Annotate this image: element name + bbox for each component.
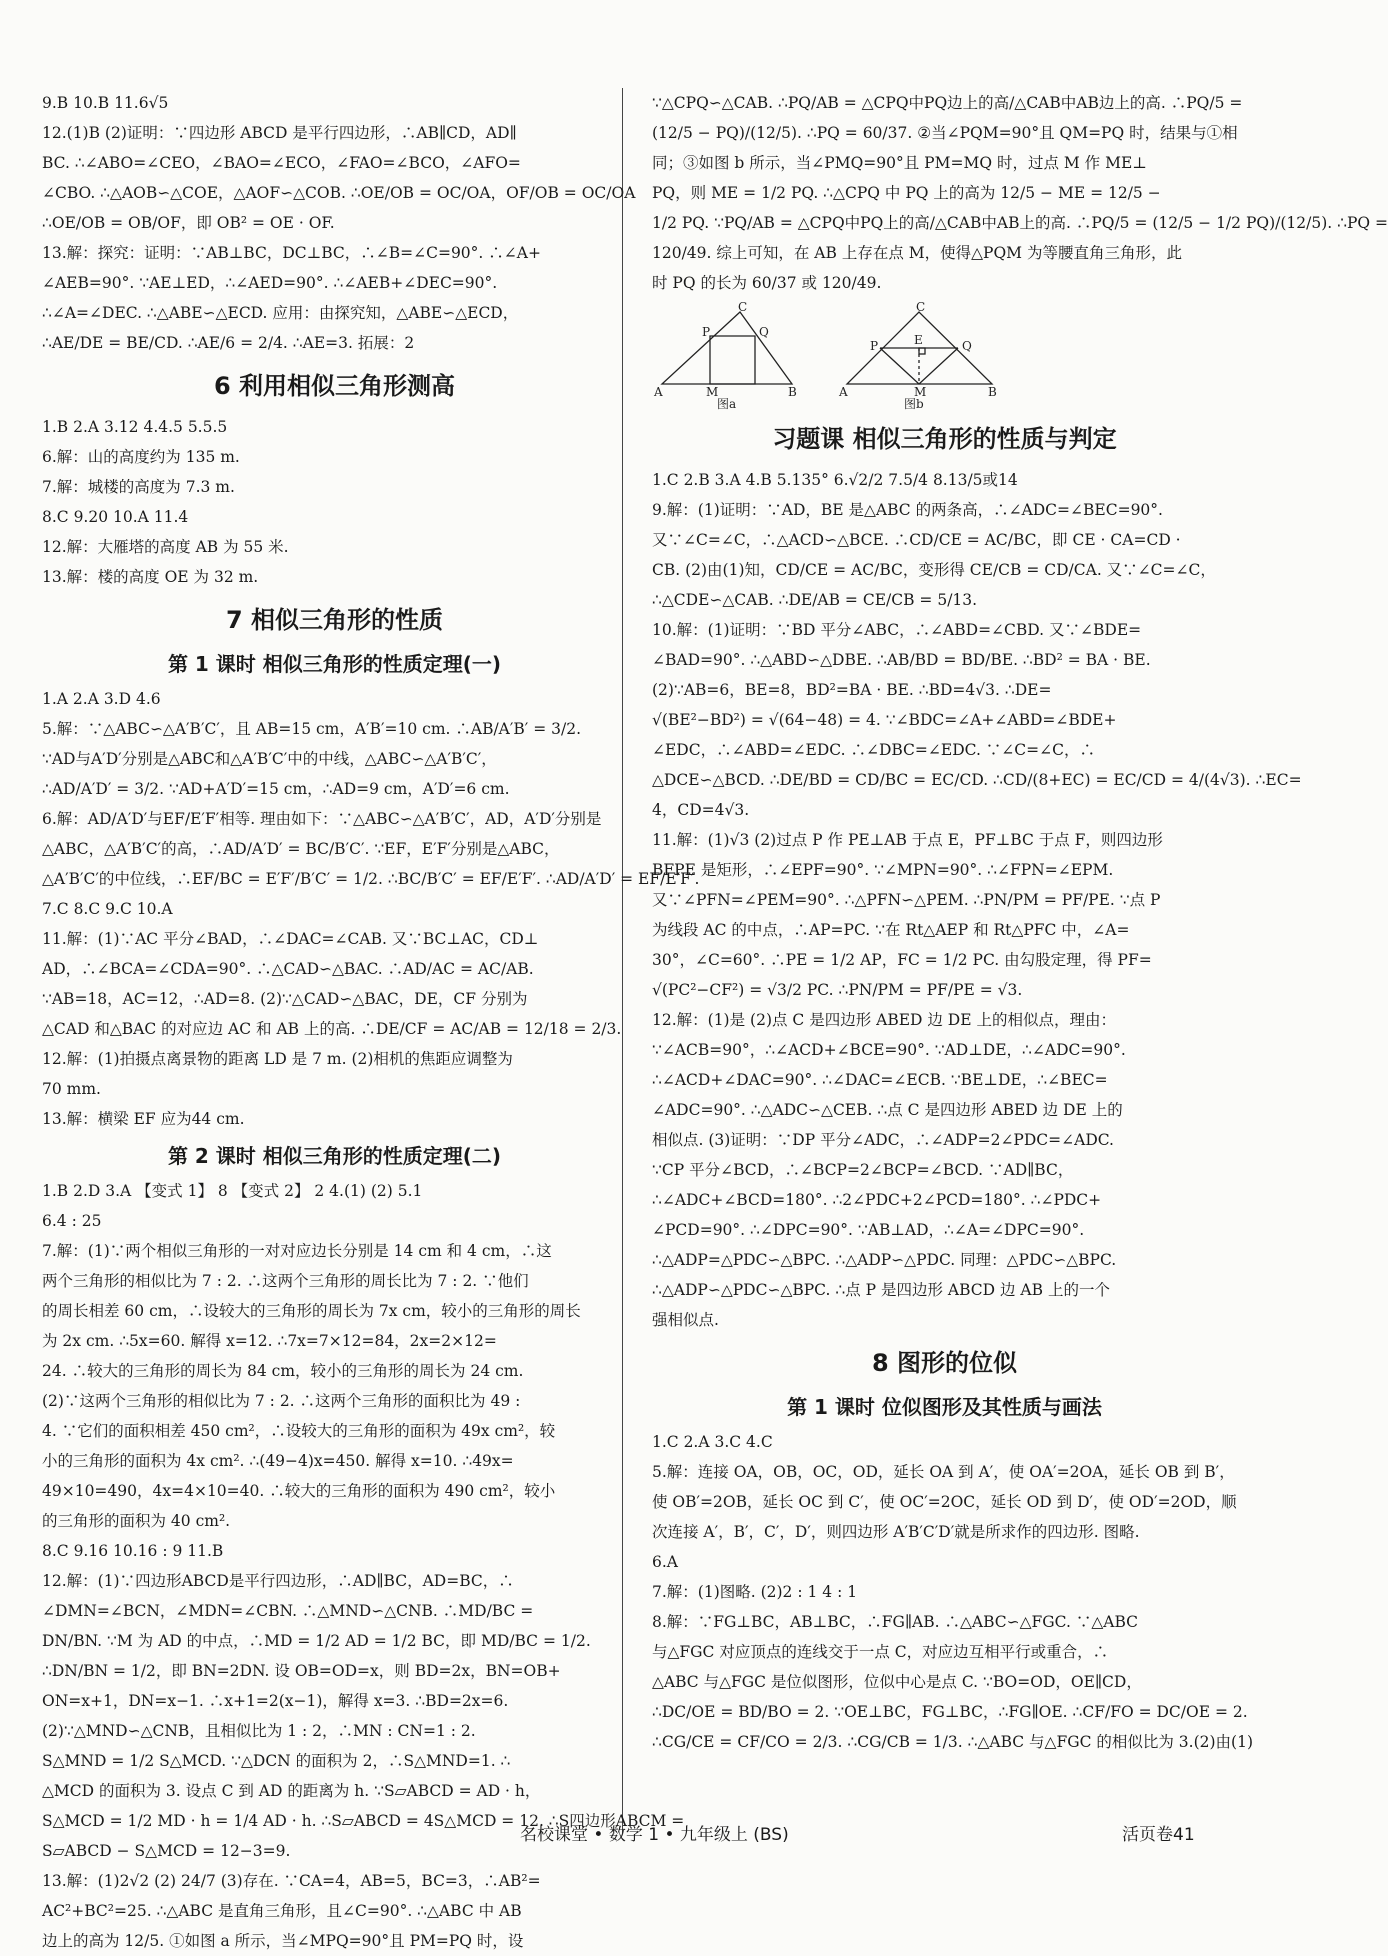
answer-line: ∵△CPQ∽△CAB. ∴PQ/AB = △CPQ中PQ边上的高/△CAB中AB边上的高. ∴PQ/5 =	[652, 94, 1243, 112]
answer-line: ∴∠A=∠DEC. ∴△ABE∽△ECD. 应用：由探究知，△ABE∽△ECD，	[42, 304, 519, 322]
right-answers-top	[652, 88, 1388, 298]
answer-line: 的周长相差 60 cm，∴设较大的三角形的周长为 7x cm，较小的三角形的周长	[42, 1302, 581, 1320]
section-6-title: 6 利用相似三角形测高	[213, 372, 456, 400]
answer-line: 强相似点.	[652, 1311, 719, 1329]
answer-line: 12.解：(1)∵四边形ABCD是平行四边形，∴AD∥BC，AD=BC，∴	[42, 1572, 514, 1590]
answer-line: ∴∠ACD+∠DAC=90°. ∴∠DAC=∠ECB. ∵BE⊥DE，∴∠BEC=	[652, 1071, 1108, 1089]
answer-line: 70 mm.	[42, 1080, 101, 1098]
section-8-title: 8 图形的位似	[871, 1349, 1018, 1377]
answer-line: ∵∠ACB=90°，∴∠ACD+∠BCE=90°. ∵AD⊥DE，∴∠ADC=90°.	[652, 1041, 1126, 1059]
answer-line: 又∵∠PFN=∠PEM=90°. ∴△PFN∽△PEM. ∴PN/PM = PF/PE. ∵点 P	[652, 891, 1161, 909]
answer-line: 9.解：(1)证明：∵AD，BE 是△ABC 的两条高，∴∠ADC=∠BEC=90°.	[652, 501, 1163, 519]
fig-a-square	[710, 336, 755, 384]
pt-b-P: P	[870, 339, 879, 353]
answer-line: 8.C 9.16 10.16 : 9 11.B	[42, 1542, 224, 1560]
answer-line: 12.解：(1)是 (2)点 C 是四边形 ABED 边 DE 上的相似点，理由：	[652, 1011, 1116, 1029]
left-answers-top	[42, 88, 636, 358]
answer-line: 次连接 A′，B′，C′，D′，则四边形 A′B′C′D′就是所求作的四边形. 图略.	[652, 1523, 1140, 1541]
answer-line: AD，∴∠BCA=∠CDA=90°. ∴△CAD∽△BAC. ∴AD/AC = AC/AB.	[42, 960, 534, 978]
answer-line: (2)∵AB=6，BE=8，BD²=BA · BE. ∴BD=4√3. ∴DE=	[652, 681, 1052, 699]
answer-line: 12.(1)B (2)证明：∵四边形 ABCD 是平行四边形，∴AB∥CD，AD∥	[42, 124, 517, 142]
footer-page-number: 活页卷41	[1122, 1825, 1195, 1845]
pt-b-C: C	[916, 300, 926, 314]
answer-line: 4. ∵它们的面积相差 450 cm²，∴设较大的三角形的面积为 49x cm²，较	[42, 1422, 556, 1440]
figure-a-b-svg	[652, 300, 1237, 411]
answer-line: ∠DMN=∠BCN，∠MDN=∠CBN. ∴△MND∽△CNB. ∴MD/BC =	[42, 1602, 534, 1620]
answer-line: 8.解：∵FG⊥BC，AB⊥BC，∴FG∥AB. ∴△ABC∽△FGC. ∵△ABC	[652, 1613, 1138, 1631]
answer-line: 相似点. (3)证明：∵DP 平分∠ADC，∴∠ADP=2∠PDC=∠ADC.	[652, 1131, 1114, 1149]
answer-line: 为线段 AC 的中点，∴AP=PC. ∵在 Rt△AEP 和 Rt△PFC 中，∠A=	[652, 921, 1130, 939]
answer-line: 11.解：(1)∵AC 平分∠BAD，∴∠DAC=∠CAB. 又∵BC⊥AC，CD⊥	[42, 930, 539, 948]
answer-line: 13.解：横梁 EF 应为44 cm.	[42, 1110, 245, 1128]
answer-line: 49×10=490，4x=4×10=40. ∴较大的三角形的面积为 490 cm²，较小	[42, 1482, 556, 1500]
footer-book-info: 名校课堂 • 数学 1 • 九年级上 (BS)	[520, 1825, 789, 1845]
answer-line: 10.解：(1)证明：∵BD 平分∠ABC，∴∠ABD=∠CBD. 又∵∠BDE=	[652, 621, 1142, 639]
pt-a-A: A	[654, 385, 663, 399]
answer-line: 9.B 10.B 11.6√5	[42, 94, 169, 112]
answer-line: PQ，则 ME = 1/2 PQ. ∴△CPQ 中 PQ 上的高为 12/5 − ME = 12/5 −	[652, 184, 1161, 202]
exercise-section-title: 习题课 相似三角形的性质与判定	[772, 425, 1117, 453]
answer-line: 的三角形的面积为 40 cm².	[42, 1512, 231, 1530]
section-7-lesson-2-title: 第 2 课时 相似三角形的性质定理(二)	[167, 1144, 502, 1168]
answer-line: 5.解：连接 OA，OB，OC，OD，延长 OA 到 A′，使 OA′=2OA，延长 OB 到 B′，	[652, 1463, 1235, 1481]
answer-line: 6.A	[652, 1553, 678, 1571]
answer-line: 7.解：(1)∵两个相似三角形的一对对应边长分别是 14 cm 和 4 cm，∴这	[42, 1242, 552, 1260]
answer-line: BC. ∴∠ABO=∠CEO，∠BAO=∠ECO，∠FAO=∠BCO，∠AFO=	[42, 154, 521, 172]
pt-b-E: E	[914, 333, 923, 347]
answer-line: 5.解：∵△ABC∽△A′B′C′，且 AB=15 cm，A′B′=10 cm. ∴AB/A′B′ = 3/2.	[42, 720, 582, 738]
answer-line: ∴DC/OE = BD/BO = 2. ∵OE⊥BC，FG⊥BC，∴FG∥OE. ∴CF/FO = DC/OE = 2.	[652, 1703, 1248, 1721]
pt-a-C: C	[738, 300, 748, 314]
pt-a-M: M	[706, 385, 719, 399]
answer-line: △DCE∽△BCD. ∴DE/BD = CD/BC = EC/CD. ∴CD/(8+EC) = EC/CD = 4/(4√3). ∴EC=	[652, 771, 1302, 789]
answer-line: CB. (2)由(1)知，CD/CE = AC/BC，变形得 CE/CB = CD/CA. 又∵∠C=∠C，	[652, 561, 1216, 579]
pt-b-M: M	[914, 385, 927, 399]
answer-line: (2)∵△MND∽△CNB，且相似比为 1 : 2，∴MN : CN=1 : 2.	[42, 1722, 476, 1740]
answer-line: 边上的高为 12/5. ①如图 a 所示，当∠MPQ=90°且 PM=PQ 时，设	[42, 1932, 524, 1950]
answer-line: ∠AEB=90°. ∵AE⊥ED，∴∠AED=90°. ∴∠AEB+∠DEC=90°.	[42, 274, 498, 292]
answer-line: △CAD 和△BAC 的对应边 AC 和 AB 上的高. ∴DE/CF = AC/AB = 12/18 = 2/3.	[42, 1020, 622, 1038]
answer-line: 1.B 2.A 3.12 4.4.5 5.5.5	[42, 418, 228, 436]
fig-b-caption: 图b	[904, 397, 924, 411]
exercise-section-answers	[652, 465, 1302, 1335]
answer-line: 13.解：探究：证明：∵AB⊥BC，DC⊥BC，∴∠B=∠C=90°. ∴∠A+	[42, 244, 541, 262]
answer-line: (12/5 − PQ)/(12/5). ∴PQ = 60/37. ②当∠PQM=90°且 QM=PQ 时，结果与①相	[652, 124, 1238, 142]
answer-line: BFPE 是矩形，∴∠EPF=90°. ∵∠MPN=90°. ∴∠FPN=∠EPM.	[652, 861, 1114, 879]
answer-line: 120/49. 综上可知，在 AB 上存在点 M，使得△PQM 为等腰直角三角形，此	[652, 244, 1182, 262]
section-8-lesson-1-title: 第 1 课时 位似图形及其性质与画法	[787, 1395, 1102, 1419]
answer-line: ∠CBO. ∴△AOB∽△COE，△AOF∽△COB. ∴OE/OB = OC/OA，OF/OB = OC/OA	[42, 184, 636, 202]
answer-line: ∴△ADP∽△PDC∽△BPC. ∴点 P 是四边形 ABCD 边 AB 上的一个	[652, 1281, 1110, 1299]
fig-b-right-mark	[919, 348, 925, 354]
answer-line: ∴DN/BN = 1/2，即 BN=2DN. 设 OB=OD=x，则 BD=2x，BN=OB+	[42, 1662, 561, 1680]
answer-line: ∠BAD=90°. ∴△ABD∽△DBE. ∴AB/BD = BD/BE. ∴BD² = BA · BE.	[652, 651, 1151, 669]
pt-b-A: A	[839, 385, 848, 399]
section-7-title: 7 相似三角形的性质	[225, 606, 444, 634]
answer-line: △ABC 与△FGC 是位似图形，位似中心是点 C. ∵BO=OD，OE∥CD，	[652, 1673, 1142, 1691]
answer-line: △MCD 的面积为 3. 设点 C 到 AD 的距离为 h. ∵S▱ABCD = AD · h，	[42, 1782, 541, 1800]
answer-line: 小的三角形的面积为 4x cm². ∴(49−4)x=450. 解得 x=10. ∴49x=	[42, 1452, 514, 1470]
answer-line: 同；③如图 b 所示，当∠PMQ=90°且 PM=MQ 时，过点 M 作 ME⊥	[652, 154, 1147, 172]
answer-line: ∴△CDE∽△CAB. ∴DE/AB = CE/CB = 5/13.	[652, 591, 978, 609]
right-column	[652, 88, 1388, 1757]
page-footer	[0, 1820, 1250, 1846]
answer-line: ∴∠ADC+∠BCD=180°. ∴2∠PDC+2∠PCD=180°. ∴∠PDC+	[652, 1191, 1102, 1209]
answer-line: 1.B 2.D 3.A 【变式 1】 8 【变式 2】 2 4.(1) (2) 5.1	[42, 1182, 423, 1200]
answer-line: 7.解：城楼的高度为 7.3 m.	[42, 478, 235, 496]
answer-line: DN/BN. ∵M 为 AD 的中点，∴MD = 1/2 AD = 1/2 BC，即 MD/BC = 1/2.	[42, 1632, 591, 1650]
pt-b-B: B	[988, 385, 997, 399]
section-6-answers	[42, 412, 627, 592]
pt-a-Q: Q	[759, 325, 769, 339]
answer-line: (2)∵这两个三角形的相似比为 7 : 2. ∴这两个三角形的面积比为 49 :	[42, 1392, 521, 1410]
pt-a-P: P	[702, 325, 711, 339]
answer-line: 又∵∠C=∠C，∴△ACD∽△BCE. ∴CD/CE = AC/BC，即 CE · CA=CD ·	[652, 531, 1181, 549]
answer-line: 1/2 PQ. ∵PQ/AB = △CPQ中PQ上的高/△CAB中AB上的高. ∴PQ/5 = (12/5 − 1/2 PQ)/(12/5). ∴PQ =	[652, 214, 1388, 232]
section-8-lesson-1-answers	[652, 1427, 1254, 1757]
answer-line: 使 OB′=2OB，延长 OC 到 C′，使 OC′=2OC，延长 OD 到 D′，使 OD′=2OD，顺	[652, 1493, 1237, 1511]
answer-line: 4，CD=4√3.	[652, 801, 750, 819]
fig-a-caption: 图a	[717, 397, 737, 411]
answer-line: ∵CP 平分∠BCD，∴∠BCP=2∠BCP=∠BCD. ∵AD∥BC，	[652, 1161, 1074, 1179]
answer-line: 1.C 2.B 3.A 4.B 5.135° 6.√2/2 7.5/4 8.13/5或14	[652, 471, 1018, 489]
answer-line: △ABC，△A′B′C′的高，∴AD/A′D′ = BC/B′C′. ∵EF，E′F′分别是△ABC，	[42, 840, 560, 858]
fig-a-triangle	[662, 312, 792, 384]
answer-line: ∠EDC，∴∠ABD=∠EDC. ∴∠DBC=∠EDC. ∵∠C=∠C，∴	[652, 741, 1095, 759]
answer-line: 6.4 : 25	[42, 1212, 102, 1230]
answer-line: ∠ADC=90°. ∴△ADC∽△CEB. ∴点 C 是四边形 ABED 边 DE 上的	[652, 1101, 1123, 1119]
answer-line: 8.C 9.20 10.A 11.4	[42, 508, 189, 526]
answer-line: 1.A 2.A 3.D 4.6	[42, 690, 161, 708]
answer-line: △A′B′C′的中位线，∴EF/BC = E′F′/B′C′ = 1/2. ∴BC/B′C′ = EF/E′F′. ∴AD/A′D′ = EF/E′F′.	[42, 870, 700, 888]
answer-line: 12.解：(1)拍摄点离景物的距离 LD 是 7 m. (2)相机的焦距应调整为	[42, 1050, 513, 1068]
answer-line: 24. ∴较大的三角形的周长为 84 cm，较小的三角形的周长为 24 cm.	[42, 1362, 524, 1380]
answer-line: ON=x+1，DN=x−1. ∴x+1=2(x−1)，解得 x=3. ∴BD=2x=6.	[42, 1692, 509, 1710]
answer-line: S△MND = 1/2 S△MCD. ∵△DCN 的面积为 2，∴S△MND=1. ∴	[42, 1752, 511, 1770]
answer-line: ∠PCD=90°. ∴∠DPC=90°. ∵AB⊥AD，∴∠A=∠DPC=90°.	[652, 1221, 1085, 1239]
answer-line: 30°，∠C=60°. ∴PE = 1/2 AP，FC = 1/2 PC. 由勾股定理，得 PF=	[652, 951, 1152, 969]
section-7-lesson-1-answers	[42, 684, 700, 1134]
answer-line: S△MCD = 1/2 MD · h = 1/4 AD · h. ∴S▱ABCD = 4S△MCD = 12. ∴S四边形ABCM =	[42, 1812, 685, 1830]
triangle-figures	[652, 300, 1237, 411]
answer-line: √(BE²−BD²) = √(64−48) = 4. ∵∠BDC=∠A+∠ABD=∠BDE+	[652, 711, 1117, 729]
answer-line: ∴△ADP=△PDC∽△BPC. ∴△ADP∽△PDC. 同理：△PDC∽△BPC.	[652, 1251, 1117, 1269]
answer-line: ∵AD与A′D′分别是△ABC和△A′B′C′中的中线，△ABC∽△A′B′C′，	[42, 750, 497, 768]
answer-line: AC²+BC²=25. ∴△ABC 是直角三角形，且∠C=90°. ∴△ABC 中 AB	[42, 1902, 522, 1920]
answer-line: 12.解：大雁塔的高度 AB 为 55 米.	[42, 538, 289, 556]
answer-line: 1.C 2.A 3.C 4.C	[652, 1433, 773, 1451]
pt-a-B: B	[788, 385, 797, 399]
answer-line: √(PC²−CF²) = √3/2 PC. ∴PN/PM = PF/PE = √3.	[652, 981, 1023, 999]
section-7-lesson-1-title: 第 1 课时 相似三角形的性质定理(一)	[167, 652, 502, 676]
answer-line: 为 2x cm. ∴5x=60. 解得 x=12. ∴7x=7×12=84，2x=2×12=	[42, 1332, 497, 1350]
pt-b-Q: Q	[962, 339, 972, 353]
answer-line: ∴OE/OB = OB/OF，即 OB² = OE · OF.	[42, 214, 335, 232]
answer-line: ∴AE/DE = BE/CD. ∴AE/6 = 2/4. ∴AE=3. 拓展：2	[42, 334, 415, 352]
answer-line: S▱ABCD − S△MCD = 12−3=9.	[42, 1842, 291, 1860]
answer-line: 11.解：(1)√3 (2)过点 P 作 PE⊥AB 于点 E，PF⊥BC 于点 F，则四边形	[652, 831, 1163, 849]
answer-line: ∴CG/CE = CF/CO = 2/3. ∴CG/CB = 1/3. ∴△ABC 与△FGC 的相似比为 3.(2)由(1)	[652, 1733, 1254, 1751]
answer-line: 7.解：(1)图略. (2)2 : 1 4 : 1	[652, 1583, 858, 1601]
answer-line: 13.解：(1)2√2 (2) 24/7 (3)存在. ∵CA=4，AB=5，BC=3，∴AB²=	[42, 1872, 541, 1890]
answer-line: 7.C 8.C 9.C 10.A	[42, 900, 173, 918]
answer-line: 6.解：山的高度约为 135 m.	[42, 448, 240, 466]
answer-line: 与△FGC 对应顶点的连线交于一点 C，对应边互相平行或重合，∴	[652, 1643, 1109, 1661]
answer-line: 两个三角形的相似比为 7 : 2. ∴这两个三角形的周长比为 7 : 2. ∵他们	[42, 1272, 529, 1290]
answer-line: 6.解：AD/A′D′与EF/E′F′相等. 理由如下：∵△ABC∽△A′B′C′，AD，A′D′分别是	[42, 810, 602, 828]
answer-line: 时 PQ 的长为 60/37 或 120/49.	[652, 274, 882, 292]
answer-line: ∴AD/A′D′ = 3/2. ∵AD+A′D′=15 cm，∴AD=9 cm，A′D′=6 cm.	[42, 780, 510, 798]
answer-line: ∵AB=18，AC=12，∴AD=8. (2)∵△CAD∽△BAC，DE，CF 分别为	[42, 990, 528, 1008]
answer-line: 13.解：楼的高度 OE 为 32 m.	[42, 568, 259, 586]
